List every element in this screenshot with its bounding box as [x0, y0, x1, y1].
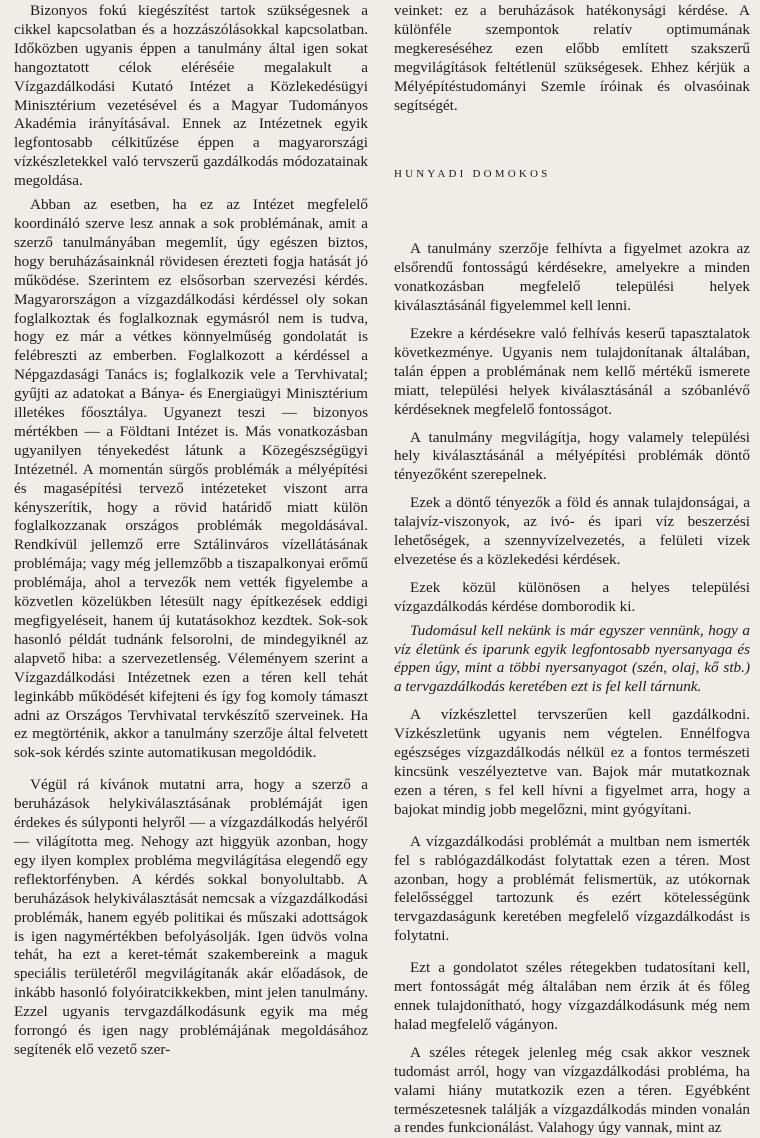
- paragraph: A tanulmány szerzője felhívta a figyelmet azokra az elsőrendű fontosságú kérdésekre, amelyekre a minden vonatkozásban megfelelő települési helyek kiválasztásánál figyelemmel kell lenni.: [394, 240, 750, 315]
- paragraph: Abban az esetben, ha ez az Intézet megfelelő koordináló szerve lesz annak a sok problémának, amit a szerző tanulmányában megemlít, úgy egészen biztos, hogy beruházásainknál rövidesen érezteti fogja hatását jó működése. Szerintem ez elsősorban szervezési kérdés. Magyarországon a vízgazdálkodási kérdéssel oly sokan foglalkoztak és foglalkoznak egymásról nem is tudva, hogy ez már a vétkes könnyelműség gondolatát is felébreszti az emberben. Foglalkozott a kérdéssel a Népgazdasági Tanács is; foglalkozik vele a Tervhivatal; gyűjti az adatokat a Bánya- és Energiaügyi Minisztérium illetékes főosztálya. Ugyanezt teszi — bizonyos mértékben — a Földtani Intézet is. Más vonatkozásban ugyanilyen tényekedést látunk a Közegészségügyi Intézetnél. A momentán sürgős problémák a mélyépítési és magasépítési tervező intézeteket viszont arra kényszerítik, hogy a rövid határidő miatt külön foglalkozzanak országos problémák megoldásával. Rendkívül jellemző erre Sztálinváros vízellátásának problémája; vagy még jellemzőbb a tiszapalkonyai erőmű problémája, ahol a tervezők nem vették figyelembe a közvetlen közelükben létesült nagy építkezések eddigi megfigyeléseit, hanem új kutatásokhoz kezdtek. Sok-sok hasonló példát tudnánk felsorolni, de mindegyiknél az alapvető hiba: a szervezetlenség. Véleményem szerint a Vízgazdálkodási Intézetnek ezen a téren kell tehát leginkább működését kifejteni és így fog komoly támaszt adni az Országos Tervhivatal tervkészítő szerveinek. Ha ez megtörténik, akkor a tanulmány szerzője által felvetett sok-sok kérdés szinte automatikusan megoldódik.: [14, 196, 368, 762]
- paragraph: Bizonyos fokú kiegészítést tartok szükségesnek a cikkel kapcsolatban és a hozzászólásokkal kapcsolatban. Időközben ugyanis éppen a tanulmány által igen sokat hangoztatott célok eléréséie megalakult a Vízgazdálkodási Kutató Intézet a Közlekedésügyi Minisztérium vezetésével és a Magyar Tudományos Akadémia irányításával. Ennek az Intézetnek egyik legfontosabb célkitűzése éppen a magyarországi vízkészletekkel való tervszerű gazdálkodás módozatainak megoldása.: [14, 2, 368, 190]
- paragraph: Ezek a döntő tényezők a föld és annak tulajdonságai, a talajvíz-viszonyok, az ivó- és ipari víz beszerzési lehetőségek, a szennyvízelvezetés, a felületi vizek elvezetése és a közlekedési kérdések.: [394, 494, 750, 568]
- paragraph: A tanulmány megvilágítja, hogy valamely települési hely kiválasztásánál a mélyépítési problémák döntő tényezőként szerepelnek.: [394, 428, 750, 484]
- author-name: HUNYADI DOMOKOS: [394, 168, 551, 181]
- paragraph: A vízkészlettel tervszerűen kell gazdálkodni. Vízkészletünk ugyanis nem végtelen. Ennélfogva egészséges vízgazdálkodás nélkül ez a fontos természeti kincsünk veszélyeztetve van. Bajok már mutatkoznak ezen a téren, s fel kell hívni a figyelmet arra, hogy a bajokat mindig jobb megelőzni, mint gyógyítani.: [394, 706, 750, 818]
- paragraph: Ezekre a kérdésekre való felhívás keserű tapasztalatok következménye. Ugyanis nem tulajdonítanak általában, talán éppen a problémának nem kellő mértékű ismerete miatt, települési helyek kiválasztásánál a szóbanlévő kérdéseknek megfelelő fontosságot.: [394, 324, 750, 418]
- paragraph-continuation: veinket: ez a beruházások hatékonysági kérdése. A különféle szempontok relatív optimumának megkereséséhez ezen előbb említett szakszerű megvilágítások feltétlenül szükségesek. Ehhez kérjük a Mélyépítéstudományi Szemle íróinak és olvasóinak segítségét.: [394, 2, 750, 114]
- left-column: [14, 2, 368, 1060]
- paragraph: Ezt a gondolatot széles rétegekben tudatosítani kell, mert fontosságát még általában nem érzik át és főleg ennek tulajdonítható, hogy vízgazdálkodásunk még nem halad megfelelő vágányon.: [394, 959, 750, 1033]
- right-column: [394, 2, 750, 1138]
- emphasized-paragraph: [394, 622, 750, 698]
- paragraph: Ezek közül különösen a helyes települési vízgazdálkodás kérdése domborodik ki.: [394, 578, 750, 615]
- paragraph: A széles rétegek jelenleg még csak akkor vesznek tudomást arról, hogy van vízgazdálkodási probléma, ha valami hiány mutatkozik ezen a téren. Egyébként természetesnek találják a vízgazdálkodás minden vonalán a rendes funkcionálást. Valahogy úgy vannak, mint az: [394, 1043, 750, 1137]
- paragraph: A vízgazdálkodási problémát a multban nem ismerték fel s rablógazdálkodást folytattak ezen a téren. Most azonban, hogy a problémát felismertük, az utókornak felelősséggel tartozunk és ezért kötelességünk tervgazdaságunk keretében megfelelő vízgazdálkodást is folytatni.: [394, 832, 750, 945]
- paragraph: Végül rá kívánok mutatni arra, hogy a szerző a beruházások helykiválasztásának problémáját igen érdekes és súlyponti helyről — a vízgazdálkodás helyéről — világította meg. Nehogy azt higgyük azonban, hogy egy ilyen komplex probléma megvilágítása elegendő egy reflektorfényben. A kérdés sokkal bonyolultabb. A beruházások helykiválasztását nemcsak a vízgazdálkodási problémák, hanem egyéb politikai és műszaki adottságok is igen nagymértékben befolyásolják. Igen üdvös volna tehát, ha ezt a keret-témát szakembereink a maguk speciális területéről megvilágítanák akár előadások, de inkább hasonló folyóiratcikkekben, mint jelen tanulmány. Ezzel ugyanis tervgazdálkodásunk egyik ma még forrongó és igen nagy problémájának megoldásához segítenék elő vezető szer-: [14, 776, 368, 1058]
- emphasis-text: Tudomásul kell nekünk is már egyszer vennünk, hogy a víz életünk és iparunk egyik legfontosabb nyersanyaga és éppen úgy, mint a többi nyersanyagot (szén, olaj, kő stb.) a tervgazdálkodás keretében ezt is fel kell tárnunk.: [394, 621, 750, 696]
